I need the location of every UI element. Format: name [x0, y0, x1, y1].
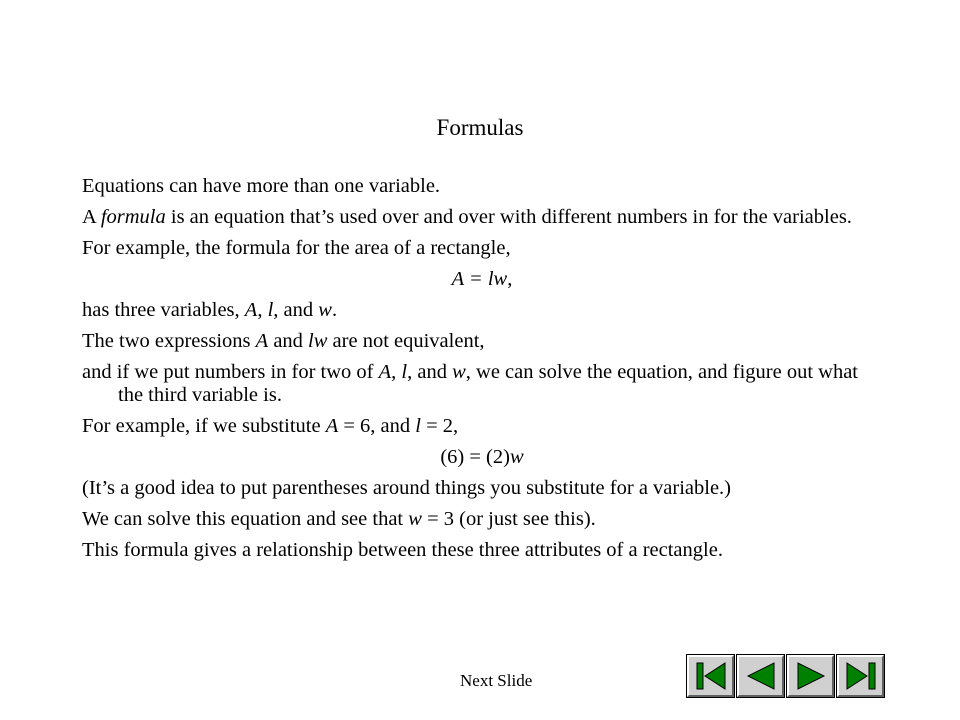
body-paragraph: [82, 330, 882, 353]
previous-slide-button[interactable]: [737, 655, 784, 697]
text-run: Equations can have more than one variable.: [82, 175, 441, 197]
text-run: , we can solve the equation, and figure out what the third variable is.: [118, 361, 859, 406]
skip-forward-icon: [844, 660, 878, 692]
text-run: .: [331, 299, 338, 321]
italic-term: l: [267, 299, 274, 321]
italic-term: A: [244, 299, 258, 321]
first-slide-button[interactable]: [687, 655, 734, 697]
body-paragraph: [82, 415, 882, 438]
text-run: ,: [391, 361, 402, 383]
italic-term: A: [378, 361, 392, 383]
text-run: , and: [407, 361, 453, 383]
italic-term: w: [452, 361, 466, 383]
slide-navigation: [687, 655, 884, 697]
italic-term: lw: [308, 330, 328, 352]
equation-line: [82, 446, 882, 469]
text-run: (6) = (2): [440, 446, 510, 468]
body-paragraph: [82, 539, 882, 562]
text-run: and: [268, 330, 309, 352]
text-run: For example, if we substitute: [82, 415, 326, 437]
next-slide-link[interactable]: Next Slide: [460, 671, 533, 690]
last-slide-button[interactable]: [837, 655, 884, 697]
text-run: is an equation that’s used over and over with different numbers in for the variables.: [165, 206, 852, 228]
body-paragraph: [82, 361, 882, 407]
italic-term: w: [408, 508, 422, 530]
text-run: This formula gives a relationship between these three attributes of a rectangle.: [82, 539, 723, 561]
text-run: are not equivalent,: [327, 330, 485, 352]
body-paragraph: [82, 299, 882, 322]
text-run: The two expressions: [82, 330, 256, 352]
body-paragraph: [82, 477, 882, 500]
text-run: = 3 (or just see this).: [421, 508, 596, 530]
equation-line: [82, 268, 882, 291]
italic-term: l: [401, 361, 408, 383]
slide-title: Formulas: [436, 115, 524, 140]
italic-term: w: [509, 446, 524, 468]
triangle-right-icon: [794, 660, 828, 692]
slide-body: [82, 175, 882, 570]
body-paragraph: [82, 206, 882, 229]
italic-term: w: [318, 299, 332, 321]
triangle-left-icon: [744, 660, 778, 692]
body-paragraph: [82, 237, 882, 260]
italic-term: A: [325, 415, 339, 437]
text-run: = 2,: [420, 415, 459, 437]
text-run: , and: [273, 299, 319, 321]
text-run: ,: [507, 268, 513, 290]
text-run: (It’s a good idea to put parentheses around things you substitute for a variable.): [82, 477, 732, 499]
text-run: and if we put numbers in for two of: [82, 361, 379, 383]
body-paragraph: [82, 175, 882, 198]
text-run: For example, the formula for the area of a rectangle,: [82, 237, 511, 259]
text-run: has three variables,: [82, 299, 245, 321]
next-slide-button[interactable]: [787, 655, 834, 697]
italic-term: l: [415, 415, 421, 437]
italic-term: formula: [100, 206, 166, 228]
text-run: We can solve this equation and see that: [82, 508, 409, 530]
body-paragraph: [82, 508, 882, 531]
text-run: = 6, and: [338, 415, 416, 437]
italic-term: A = lw: [451, 268, 508, 290]
italic-term: A: [255, 330, 269, 352]
text-run: ,: [257, 299, 268, 321]
text-run: A: [82, 206, 101, 228]
skip-back-icon: [694, 660, 728, 692]
